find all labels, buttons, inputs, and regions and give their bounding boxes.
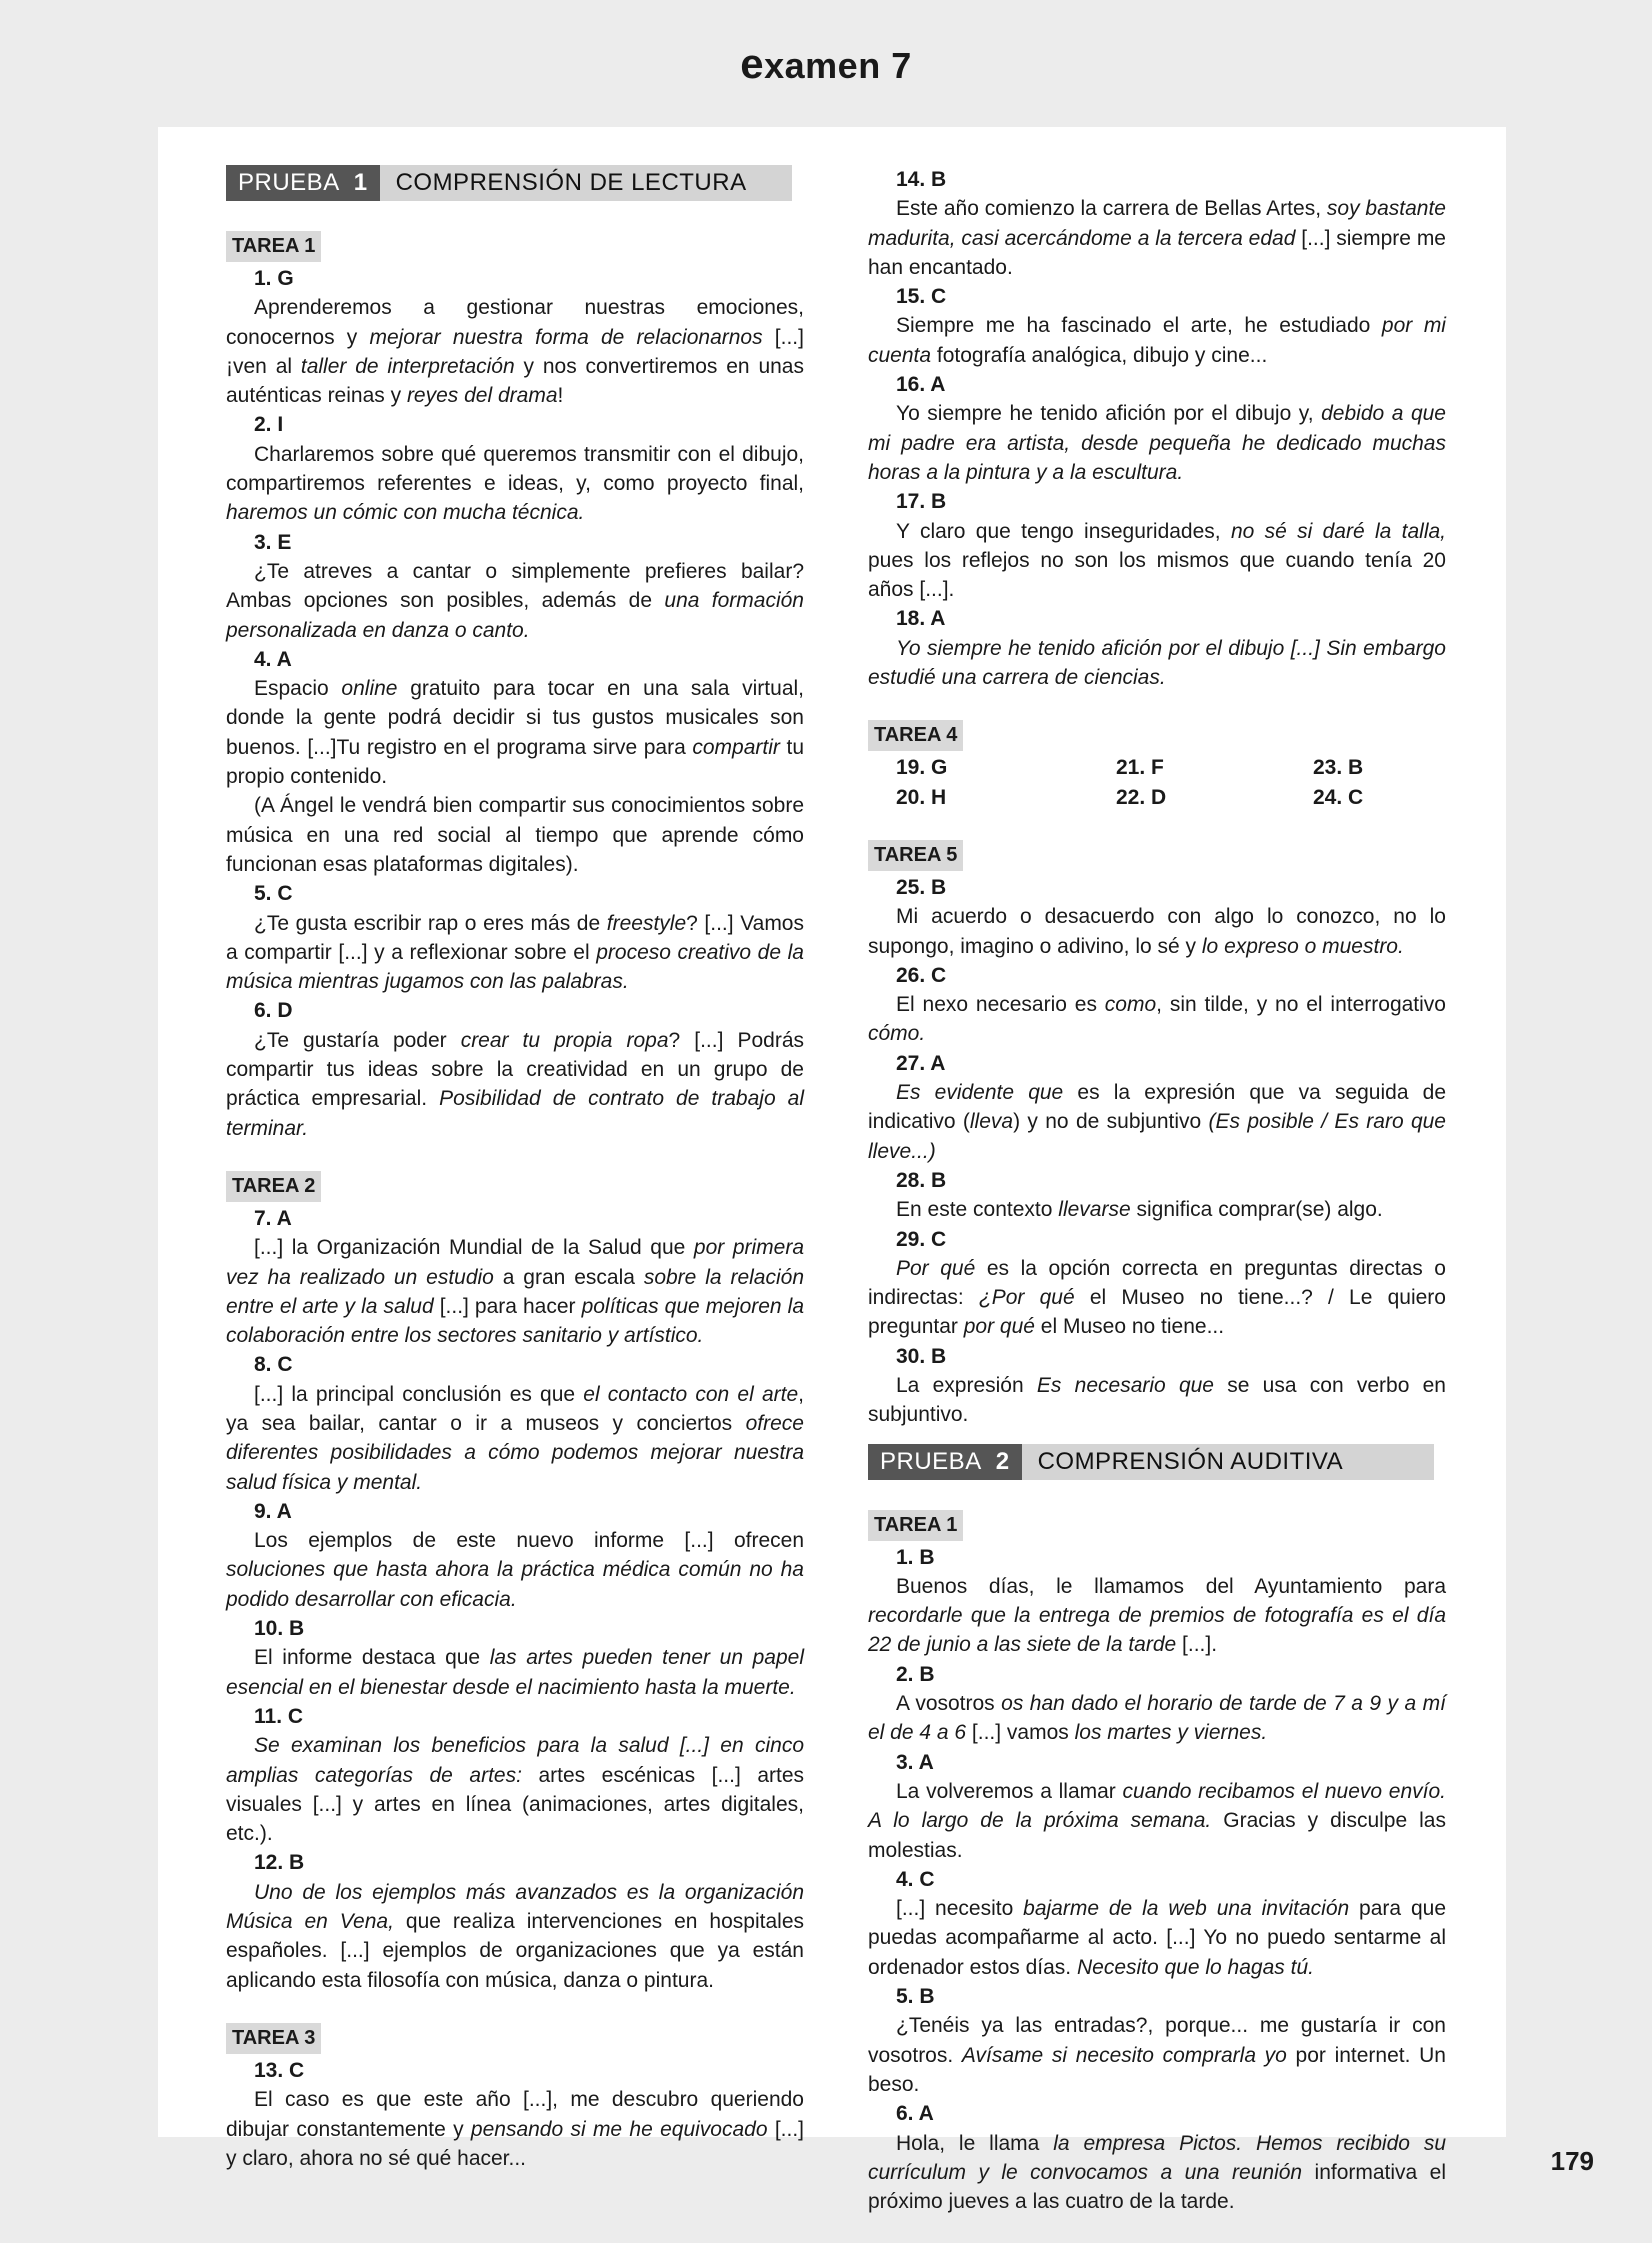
answer-18-text: Yo siempre he tenido afición por el dibujo [...] Sin embargo estudié una carrera de ciencias.	[868, 636, 1446, 690]
answer-9-label: 9. A	[254, 1499, 292, 1523]
answer-19: 19. G	[896, 756, 948, 780]
answer-6-label: 6. D	[254, 999, 293, 1023]
answer-17-label: 17. B	[896, 490, 947, 514]
answer-29-label: 29. C	[896, 1227, 947, 1251]
answer-28-text: En este contexto llevarse significa comprar(se) algo.	[896, 1198, 1383, 1222]
answer-27-label: 27. A	[896, 1051, 946, 1075]
aud-answer-2-label: 2. B	[896, 1662, 935, 1686]
tarea-5-label: TAREA 5	[868, 840, 963, 871]
answer-11-label: 11. C	[254, 1704, 304, 1728]
answer-1-label: 1. G	[254, 267, 294, 290]
answer-7-label: 7. A	[254, 1206, 292, 1230]
answer-20: 20. H	[896, 785, 947, 809]
answer-22: 22. D	[1116, 785, 1167, 809]
answer-3-label: 3. E	[254, 530, 292, 554]
prueba-2-header	[868, 1444, 1434, 1480]
tarea-4-answers	[868, 753, 1446, 812]
answer-12-label: 12. B	[254, 1851, 305, 1875]
answer-11-text: Se examinan los beneficios para la salud [...] en cinco amplias categorías de artes: artes escénicas [...] artes visuales [...] y artes en línea (animaciones, artes digitales, etc.).	[226, 1734, 804, 1846]
answer-2-text: Charlaremos sobre qué queremos transmitir con el dibujo, compartiremos referentes e ideas, y, como proyecto final, haremos un cómic con mucha técnica.	[226, 442, 804, 525]
answer-5-label: 5. C	[254, 882, 293, 906]
aud-answer-5-text: ¿Tenéis ya las entradas?, porque... me gustaría ir con vosotros. Avísame si necesito comprarla yo por internet. Un beso.	[868, 2014, 1446, 2096]
content-panel	[158, 127, 1506, 2214]
answer-2-label: 2. I	[254, 413, 284, 437]
title-rest: xamen 7	[764, 45, 912, 86]
answer-14-text: Este año comienzo la carrera de Bellas Artes, soy bastante madurita, casi acercándome a la tercera edad [...] siempre me han encantado.	[868, 197, 1446, 279]
tarea-3-label: TAREA 3	[226, 2023, 321, 2054]
tarea-4-label: TAREA 4	[868, 720, 963, 751]
answer-26-text: El nexo necesario es como, sin tilde, y no el interrogativo cómo.	[868, 993, 1446, 1046]
answer-3-text: ¿Te atreves a cantar o simplemente prefieres bailar? Ambas opciones son posibles, además de una formación personalizada en danza o canto.	[226, 559, 804, 642]
answer-4-label: 4. A	[254, 647, 292, 671]
tarea-2-label: TAREA 2	[226, 1171, 321, 1202]
prueba-1-name: COMPRENSIÓN DE LECTURA	[395, 169, 747, 197]
answer-10-label: 10. B	[254, 1617, 305, 1641]
answer-6-text: ¿Te gustaría poder crear tu propia ropa? [...] Podrás compartir tus ideas sobre la creatividad en un grupo de práctica empresarial. Posibilidad de contrato de trabajo al terminar.	[226, 1028, 804, 1140]
answer-17-text: Y claro que tengo inseguridades, no sé si daré la talla, pues los reflejos no son los mismos que cuando tenía 20 años [...].	[868, 519, 1447, 602]
answer-30-text: La expresión Es necesario que se usa con verbo en subjuntivo.	[868, 1373, 1446, 1427]
answer-10-text: El informe destaca que las artes pueden tener un papel esencial en el bienestar desde el nacimiento hasta la muerte.	[226, 1646, 804, 1699]
answer-1-text: Aprenderemos a gestionar nuestras emociones, conocernos y mejorar nuestra forma de relacionarnos [...] ¡ven al taller de interpretación y nos convertiremos en unas auténticas reinas y reyes del drama!	[226, 296, 804, 408]
answer-4-note: (A Ángel le vendrá bien compartir sus conocimientos sobre música en una red social al tiempo que aprende cómo funcionan esas plataformas digitales).	[226, 794, 804, 876]
prueba-1-header	[226, 165, 792, 201]
aud-answer-3-text: La volveremos a llamar cuando recibamos el nuevo envío. A lo largo de la próxima semana. Gracias y disculpe las molestias.	[868, 1779, 1447, 1862]
aud-answer-3-label: 3. A	[896, 1750, 934, 1774]
prueba-1-tag: PRUEBA 1	[226, 165, 380, 201]
answer-21: 21. F	[1116, 756, 1164, 780]
answer-13-label: 13. C	[254, 2058, 305, 2082]
answer-30-label: 30. B	[896, 1344, 947, 1368]
answer-16-label: 16. A	[896, 373, 946, 397]
aud-answer-6-label: 6. A	[896, 2102, 934, 2126]
answer-23: 23. B	[1313, 756, 1364, 780]
answer-4-text: Espacio online gratuito para tocar en una sala virtual, donde la gente podrá decidir si tus gustos musicales son buenos. [...]Tu registro en el programa sirve para compartir tu propio contenido.	[226, 677, 804, 789]
answer-8-text: [...] la principal conclusión es que el contacto con el arte, ya sea bailar, cantar o ir a museos y conciertos ofrece diferentes posibilidades a cómo podemos mejorar nuestra salud física y mental.	[226, 1382, 804, 1494]
answer-28-label: 28. B	[896, 1168, 947, 1192]
answer-15-text: Siempre me ha fascinado el arte, he estudiado por mi cuenta fotografía analógica, dibujo y cine...	[868, 314, 1446, 367]
aud-answer-1-text: Buenos días, le llamamos del Ayuntamiento para recordarle que la entrega de premios de fotografía es el día 22 de junio a las siete de la tarde [...].	[868, 1574, 1446, 1657]
answer-25-label: 25. B	[896, 875, 947, 899]
answer-16-text: Yo siempre he tenido afición por el dibujo y, debido a que mi padre era artista, desde pequeña he dedicado muchas horas a la pintura y a la escultura.	[868, 402, 1446, 484]
answer-15-label: 15. C	[896, 285, 947, 309]
answer-18-label: 18. A	[896, 607, 946, 631]
left-column	[226, 165, 804, 2173]
answer-14-label: 14. B	[896, 168, 947, 191]
answer-24: 24. C	[1313, 785, 1364, 809]
title-initial: e	[740, 40, 765, 87]
aud-answer-1-label: 1. B	[896, 1545, 935, 1569]
prueba-2-tag: PRUEBA 2	[868, 1444, 1022, 1480]
answer-25-text: Mi acuerdo o desacuerdo con algo lo conozco, no lo supongo, imagino o adivino, lo sé y lo expreso o muestro.	[868, 905, 1446, 958]
aud-answer-4-text: [...] necesito bajarme de la web una invitación para que puedas acompañarme al acto. [...] Yo no puedo sentarme al ordenador estos días. Necesito que lo hagas tú.	[868, 1897, 1446, 1979]
aud-answer-5-label: 5. B	[896, 1985, 935, 2009]
answer-12-text: Uno de los ejemplos más avanzados es la organización Música en Vena, que realiza intervenciones en hospitales españoles. [...] ejemplos de organizaciones que ya están aplicando esta filosofía con música, danza o pintura.	[226, 1880, 804, 1992]
answer-8-label: 8. C	[254, 1353, 293, 1377]
answer-13-text: El caso es que este año [...], me descubro queriendo dibujar constantemente y pensando si me he equivocado [...] y claro, ahora no sé qué hacer...	[226, 2088, 804, 2170]
answer-29-text: Por qué es la opción correcta en preguntas directas o indirectas: ¿Por qué el Museo no tiene...? / Le quiero preguntar por qué el Museo no tiene...	[868, 1256, 1446, 1339]
tarea-1-label: TAREA 1	[226, 231, 321, 262]
answer-7-text: [...] la Organización Mundial de la Salud que por primera vez ha realizado un estudio a gran escala sobre la relación entre el arte y la salud [...] para hacer políticas que mejoren la colaboración entre los sectores sanitario y artístico.	[226, 1236, 805, 1348]
page-number: 179	[1550, 2146, 1594, 2176]
answer-27-text: Es evidente que es la expresión que va seguida de indicativo (lleva) y no de subjuntivo (Es posible / Es raro que lleve...)	[868, 1081, 1447, 1163]
tarea-aud-1-label: TAREA 1	[868, 1510, 963, 1541]
aud-answer-6-text: Hola, le llama la empresa Pictos. Hemos recibido su currículum y le convocamos a una reunión informativa el próximo jueves a las cuatro de la tarde.	[868, 2131, 1446, 2214]
aud-answer-4-label: 4. C	[896, 1867, 935, 1891]
prueba-2-name: COMPRENSIÓN AUDITIVA	[1037, 1447, 1344, 1475]
answer-26-label: 26. C	[896, 963, 947, 987]
page-title	[0, 40, 1652, 88]
right-column	[868, 165, 1446, 2216]
answer-5-text: ¿Te gusta escribir rap o eres más de freestyle? [...] Vamos a compartir [...] y a reflexionar sobre el proceso creativo de la música mientras jugamos con las palabras.	[226, 911, 804, 994]
answer-9-text: Los ejemplos de este nuevo informe [...] ofrecen soluciones que hasta ahora la práctica médica común no ha podido desarrollar con eficacia.	[226, 1529, 804, 1611]
aud-answer-2-text: A vosotros os han dado el horario de tarde de 7 a 9 y a mí el de 4 a 6 [...] vamos los martes y viernes.	[868, 1692, 1446, 1745]
